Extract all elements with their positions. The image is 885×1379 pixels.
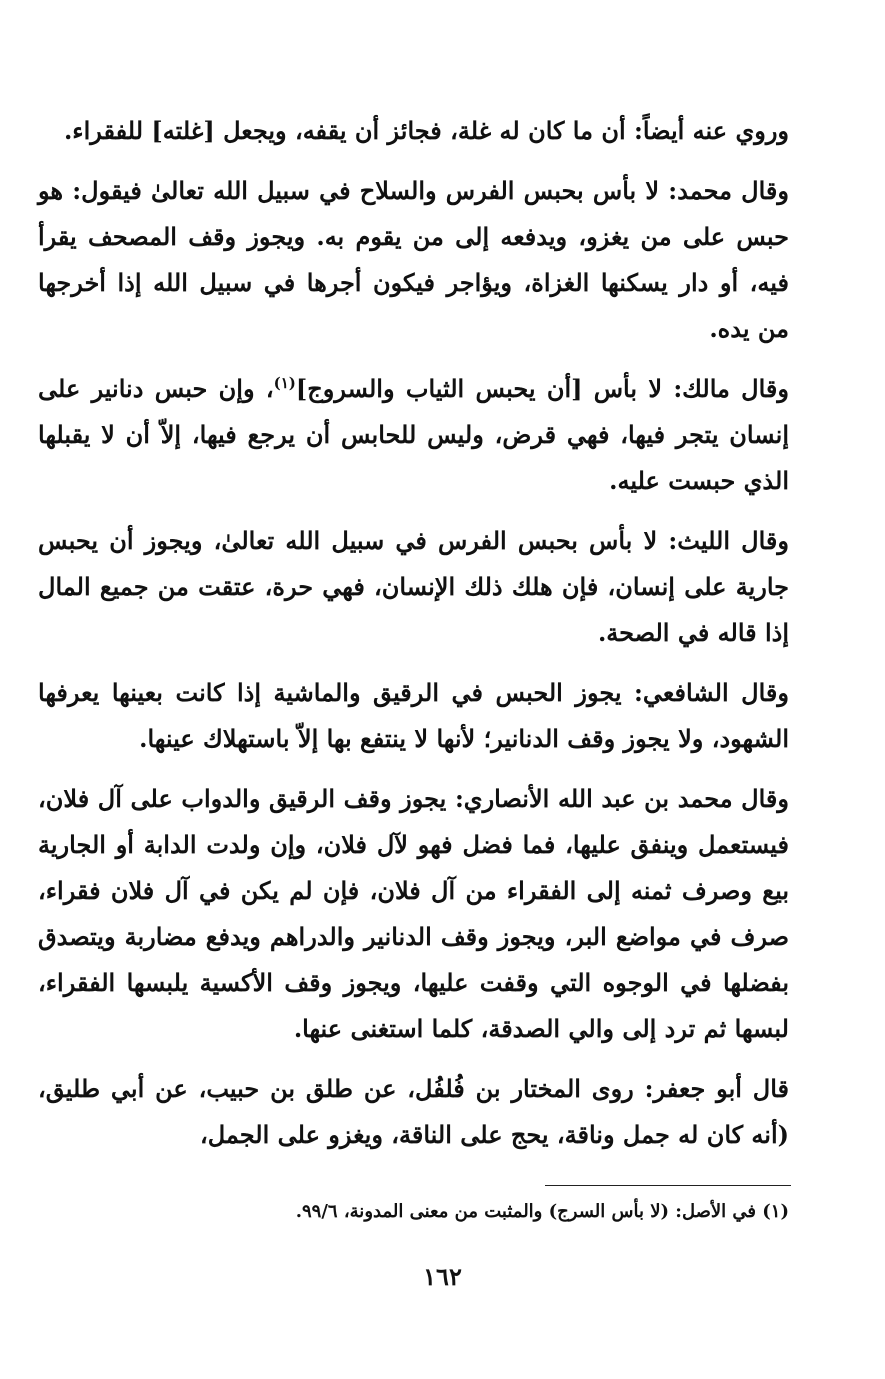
main-text <box>38 108 789 1158</box>
paragraph-3 <box>38 366 789 504</box>
paragraph-3-text-end: ، وإن حبس دنانير على إنسان يتجر فيها، فهي قرض، وليس للحابس أن يرجع فيها، إلاّ أن لا يقبلها الذي حبست عليه. <box>38 374 789 495</box>
footnote-divider <box>545 1185 791 1186</box>
paragraph-2: وقال محمد: لا بأس بحبس الفرس والسلاح في سبيل الله تعالىٰ فيقول: هو حبس على من يغزو، ويدفعه إلى من يقوم به. ويجوز وقف المصحف يقرأ فيه، أو دار يسكنها الغزاة، ويؤاجر فيكون أجرها في سبيل الله إذا أخرجها من يده. <box>38 176 789 343</box>
paragraph-1: وروي عنه أيضاً: أن ما كان له غلة، فجائز أن يقفه، ويجعل [غلته] للفقراء. <box>63 116 789 145</box>
paragraph-4: وقال الليث: لا بأس بحبس الفرس في سبيل الله تعالىٰ، ويجوز أن يحبس جارية على إنسان، فإن هلك ذلك الإنسان، فهي حرة، عتقت من جميع المال إذا قاله في الصحة. <box>38 526 789 647</box>
paragraph-3-text-start: وقال مالك: لا بأس [أن يحبس الثياب والسروج] <box>295 374 789 403</box>
paragraph-6: وقال محمد بن عبد الله الأنصاري: يجوز وقف الرقيق والدواب على آل فلان، فيستعمل وينفق عليها، فما فضل فهو لآل فلان، وإن ولدت الدابة أو الجارية بيع وصرف ثمنه إلى الفقراء من آل فلان، فإن لم يكن في آل فلان فقراء، صرف في مواضع البر، ويجوز وقف الدنانير والدراهم ويدفع مضاربة ويتصدق بفضلها في الوجوه التي وقفت عليها، ويجوز وقف الأكسية يلبسها الفقراء، لبسها ثم ترد إلى والي الصدقة، كلما استغنى عنها. <box>38 784 789 1043</box>
footnote: (١) في الأصل: (لا بأس السرج) والمثبت من معنى المدونة، ٩٩/٦. <box>295 1201 789 1222</box>
footnote-reference: (١) <box>273 374 296 392</box>
paragraph-5: وقال الشافعي: يجوز الحبس في الرقيق والماشية إذا كانت بعينها يعرفها الشهود، ولا يجوز وقف الدنانير؛ لأنها لا ينتفع بها إلاّ باستهلاك عينها. <box>38 678 789 753</box>
page-number: ١٦٢ <box>423 1262 462 1291</box>
paragraph-7: قال أبو جعفر: روى المختار بن فُلفُل، عن طلق بن حبيب، عن أبي طليق، (أنه كان له جمل وناقة، يحج على الناقة، ويغزو على الجمل، <box>38 1074 789 1149</box>
